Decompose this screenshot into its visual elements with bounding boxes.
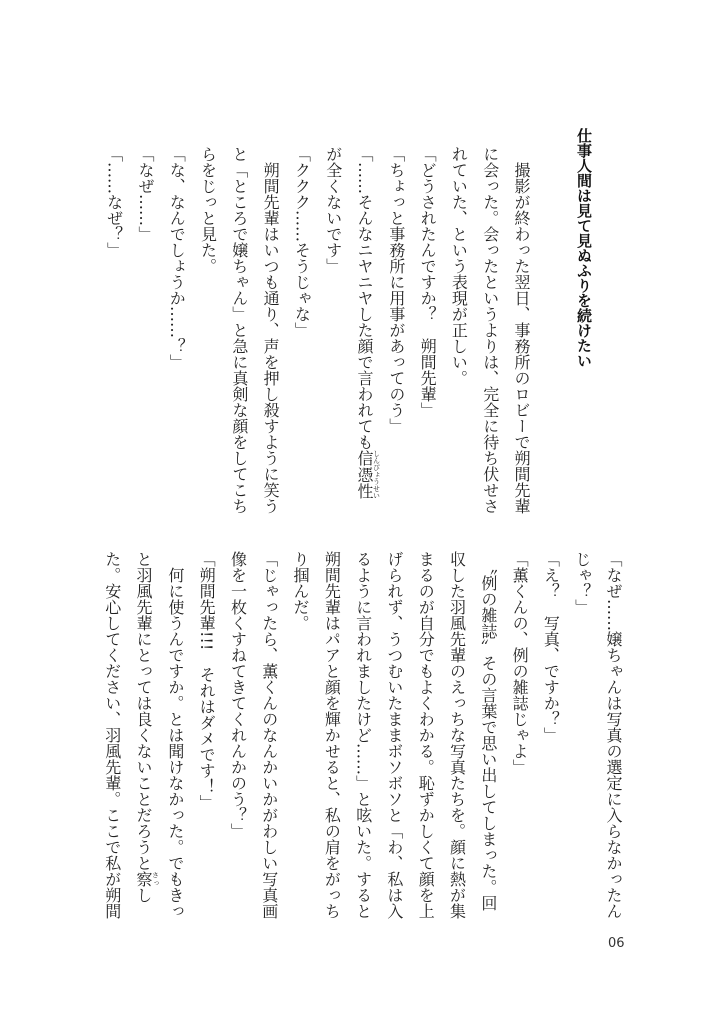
text-column: 〝例の雑誌〟その言葉で思い出してしまった。回 <box>478 551 498 911</box>
bottom-text-block <box>97 551 629 931</box>
text-column: じゃ？」 <box>572 551 592 615</box>
text-column: れていた、という表現が正しい。 <box>449 146 469 386</box>
ruby-base: 信憑性 <box>355 449 375 499</box>
ruby-word <box>134 871 160 887</box>
text-column: に会った。会ったというよりは、完全に待ち伏せさ <box>480 146 500 514</box>
text-column: 「なぜ……嬢ちゃんは写真の選定に入らなかったん <box>604 551 623 919</box>
text-column: 「……なぜ？」 <box>104 146 124 258</box>
page-number: 06 <box>608 936 625 951</box>
text-column: 「どうされたんですか？ 朔間先輩」 <box>418 146 438 418</box>
text-segment: し <box>134 887 154 903</box>
text-column: 「ククク……そうじゃな」 <box>292 146 312 338</box>
text-column: り掴んだ。 <box>291 551 311 631</box>
text-column: 何に使うんですか。とは聞けなかった。でもきっ <box>165 551 185 919</box>
text-column: 「な、なんでしょうか……？」 <box>167 146 187 370</box>
text-column: た。安心してください、羽風先輩。ここで私が朔間 <box>102 551 122 919</box>
text-column: 像を一枚くすねてきてくれんかのう？」 <box>228 551 248 839</box>
text-column: 収した羽風先輩のえっちな写真たちを。顔に熱が集 <box>447 551 467 919</box>
text-column: 「ちょっと事務所に用事があってのう」 <box>386 146 406 434</box>
ruby-base: 察 <box>134 871 154 887</box>
text-column: まるのが自分でもよくわかる。恥ずかしくて顔を上 <box>416 551 436 919</box>
text-column: と「ところで嬢ちゃん」と急に真剣な顔をしてこち <box>229 146 249 514</box>
text-column-with-ruby <box>349 146 381 536</box>
ruby-reading: しんぴょうせい <box>372 449 381 499</box>
text-segment: と羽風先輩にとっては良くないことだろうと <box>134 551 154 871</box>
text-column: るように言われましたけど……」と呟いた。すると <box>353 551 373 919</box>
text-column: らをじっと見た。 <box>198 146 218 274</box>
text-column: 朔間先輩はパアと顔を輝かせると、私の肩をがっち <box>322 551 342 919</box>
ruby-reading: さっ <box>151 871 160 887</box>
text-segment: 「……そんなニヤニヤした顔で言われても <box>355 146 375 450</box>
top-text-block <box>97 146 537 536</box>
text-column-with-ruby <box>128 551 160 931</box>
text-column: 「え？ 写真、ですか？」 <box>541 551 561 743</box>
text-column: 「じゃったら、薫くんのなんかいかがわしい写真画 <box>259 551 279 919</box>
text-column: 「薫くんの、例の雑誌じゃよ」 <box>510 551 530 775</box>
text-column: 「なぜ……」 <box>135 146 155 242</box>
text-column: げられず、うつむいたままボソボソと「わ、私は入 <box>384 551 404 919</box>
chapter-title: 仕事人間は見て見ぬふりを続けたい <box>575 128 593 368</box>
text-column: 撮影が終わった翌日、事務所のロビーで朔間先輩 <box>512 146 531 514</box>
ruby-word <box>355 449 381 499</box>
text-column: 朔間先輩はいつも通り、声を押し殺すように笑う <box>261 146 281 514</box>
text-column: 「朔間先輩!!! それはダメです！」 <box>197 551 217 811</box>
text-column: が全くないです」 <box>323 146 343 274</box>
